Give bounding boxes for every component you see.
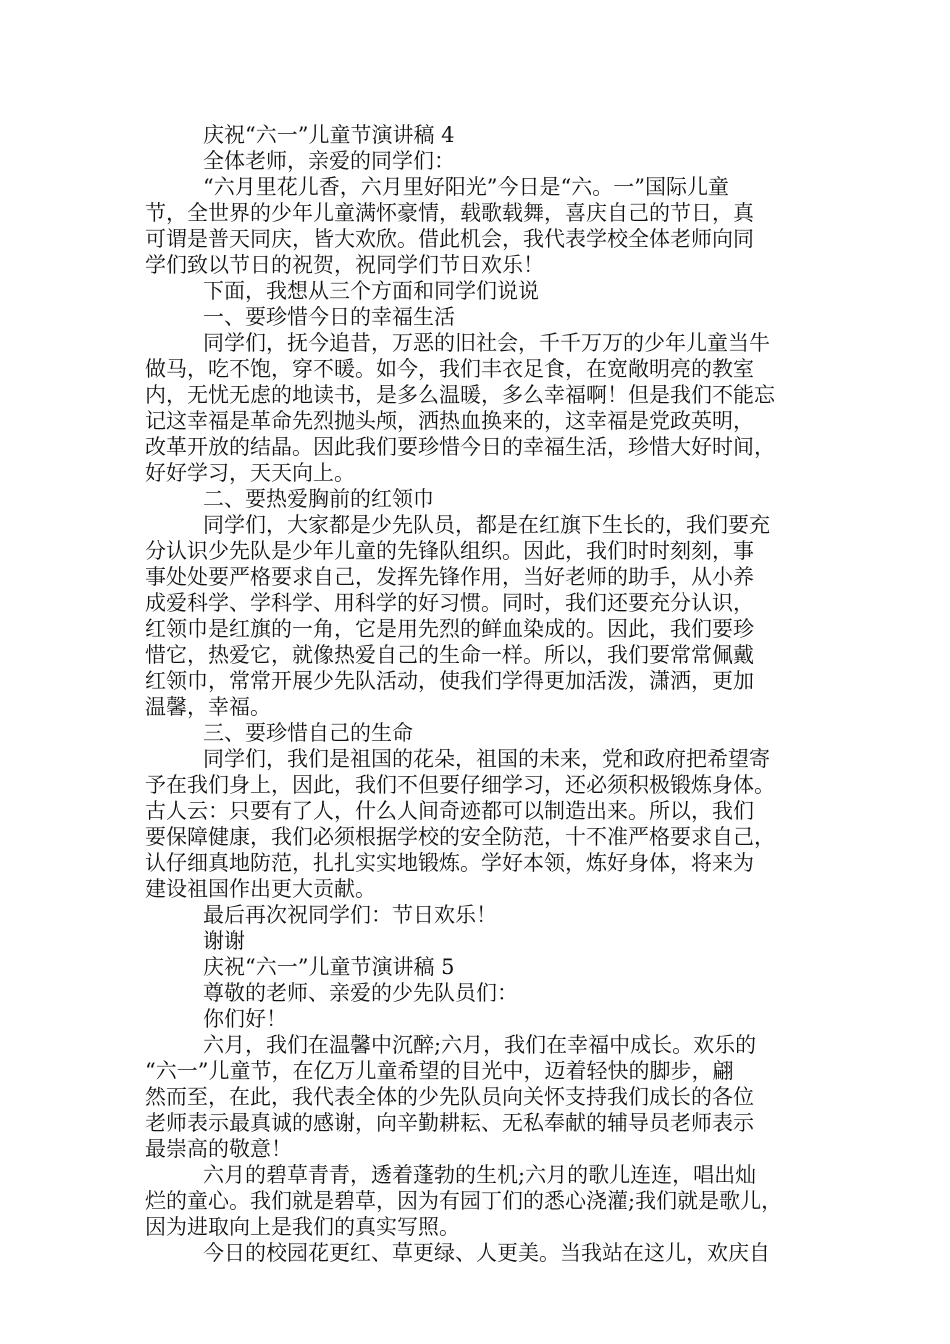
text-line: 烂的童心。我们就是碧草，因为有园丁们的悉心浇灌;我们就是歌儿， [145, 1189, 783, 1213]
text-line: 同学们，抚今追昔，万恶的旧社会，千千万万的少年儿童当牛 [203, 331, 770, 355]
text-line: 改革开放的结晶。因此我们要珍惜今日的幸福生活，珍惜大好时间， [145, 435, 775, 459]
text-line: 成爱科学、学科学、用科学的好习惯。同时，我们还要充分认识， [145, 591, 754, 615]
text-line: 庆祝“六一”儿童节演讲稿 5 [203, 955, 455, 979]
text-line: 节，全世界的少年儿童满怀豪情，载歌载舞，喜庆自己的节日，真 [145, 201, 754, 225]
text-line: 庆祝“六一”儿童节演讲稿 4 [203, 123, 455, 147]
text-line: 学们致以节日的祝贺，祝同学们节日欢乐！ [145, 253, 544, 277]
text-line: 分认识少先队是少年儿童的先锋队组织。因此，我们时时刻刻，事 [145, 539, 754, 563]
text-line: 你们好！ [203, 1007, 287, 1031]
text-line: 同学们，大家都是少先队员，都是在红旗下生长的，我们要充 [203, 513, 770, 537]
text-line: 记这幸福是革命先烈抛头颅，洒热血换来的，这幸福是党政英明， [145, 409, 754, 433]
text-line: 谢谢 [203, 929, 245, 953]
text-line: 事处处要严格要求自己，发挥先锋作用，当好老师的助手，从小养 [145, 565, 754, 589]
text-line: 要保障健康，我们必须根据学校的安全防范，十不准严格要求自己， [145, 825, 775, 849]
text-line: 因为进取向上是我们的真实写照。 [145, 1215, 460, 1239]
text-line: 可谓是普天同庆，皆大欢欣。借此机会，我代表学校全体老师向同 [145, 227, 754, 251]
text-line: 然而至，在此，我代表全体的少先队员向关怀支持我们成长的各位 [145, 1085, 754, 1109]
text-line: 六月的碧草青青，透着蓬勃的生机;六月的歌儿连连，唱出灿 [203, 1163, 757, 1187]
text-line: 好好学习，天天向上。 [145, 461, 355, 485]
text-line: 内，无忧无虑的地读书，是多么温暖，多么幸福啊！但是我们不能忘 [145, 383, 775, 407]
text-line: 老师表示最真诚的感谢，向辛勤耕耘、无私奉献的辅导员老师表示 [145, 1111, 754, 1135]
text-line: 认仔细真地防范，扎扎实实地锻炼。学好本领，炼好身体，将来为 [145, 851, 754, 875]
document-body [145, 122, 820, 1266]
text-line: 今日的校园花更红、草更绿、人更美。当我站在这儿，欢庆自 [203, 1241, 770, 1265]
text-line: 下面，我想从三个方面和同学们说说 [203, 279, 539, 303]
text-line: 予在我们身上，因此，我们不但要仔细学习，还必须积极锻炼身体。 [145, 773, 775, 797]
text-line: “六月里花儿香，六月里好阳光”今日是“六。一”国际儿童 [203, 175, 729, 199]
text-line: 最后再次祝同学们：节日欢乐！ [203, 903, 497, 927]
text-line: 温馨，幸福。 [145, 695, 271, 719]
text-line: 尊敬的老师、亲爱的少先队员们： [203, 981, 518, 1005]
text-line: 同学们，我们是祖国的花朵，祖国的未来，党和政府把希望寄 [203, 747, 770, 771]
text-line: 最崇高的敬意！ [145, 1137, 292, 1161]
text-line: 一、要珍惜今日的幸福生活 [203, 305, 455, 329]
text-line: 做马，吃不饱，穿不暖。如今，我们丰衣足食，在宽敞明亮的教室 [145, 357, 754, 381]
text-line: 红领巾，常常开展少先队活动，使我们学得更加活泼，潇洒，更加 [145, 669, 754, 693]
text-line: “六一”儿童节，在亿万儿童希望的目光中，迈着轻快的脚步，翩 [145, 1059, 734, 1083]
text-line: 二、要热爱胸前的红领巾 [203, 487, 434, 511]
text-line: 全体老师，亲爱的同学们： [203, 149, 455, 173]
text-line: 红领巾是红旗的一角，它是用先烈的鲜血染成的。因此，我们要珍 [145, 617, 754, 641]
text-line: 古人云：只要有了人，什么人间奇迹都可以制造出来。所以，我们 [145, 799, 754, 823]
text-line: 惜它，热爱它，就像热爱自己的生命一样。所以，我们要常常佩戴 [145, 643, 754, 667]
text-line: 三、要珍惜自己的生命 [203, 721, 413, 745]
text-line: 建设祖国作出更大贡献。 [145, 877, 376, 901]
text-line: 六月，我们在温馨中沉醉;六月，我们在幸福中成长。欢乐的 [203, 1033, 757, 1057]
